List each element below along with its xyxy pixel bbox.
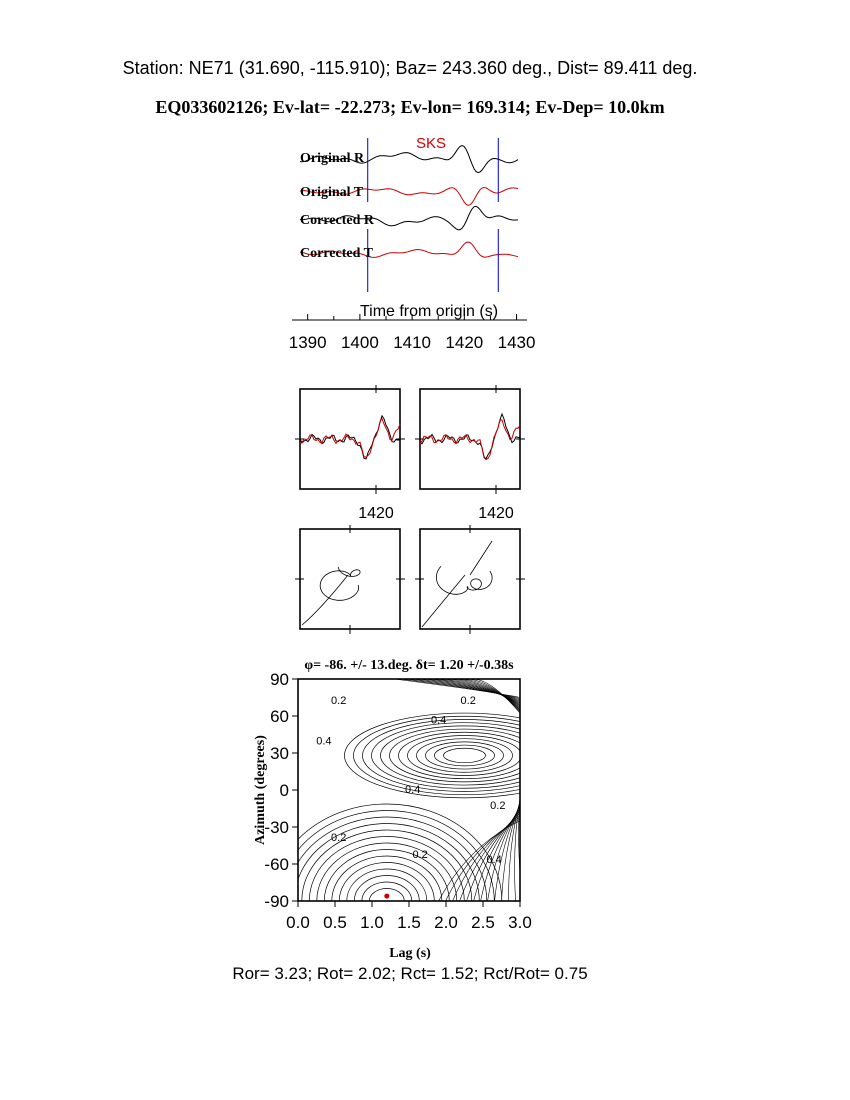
trace-label: Original T [300, 185, 364, 200]
contour-value-label: 0.2 [331, 694, 347, 707]
azimuth-tick-label: -30 [264, 818, 289, 837]
time-tick-label: 1410 [393, 333, 432, 352]
lag-tick-label: 1.0 [360, 913, 384, 932]
waveform-black [300, 416, 400, 459]
contour-value-label: 0.4 [405, 783, 421, 796]
azimuth-axis-title: Azimuth (degrees) [253, 735, 268, 845]
contour-line [520, 795, 530, 901]
time-tick-label: 1390 [288, 333, 327, 352]
particle-motion-corrected-path [422, 541, 492, 627]
lag-tick-label: 0.5 [323, 913, 347, 932]
time-tick-label: 1430 [497, 333, 536, 352]
lag-axis-title: Lag (s) [389, 946, 431, 961]
azimuth-tick-label: -60 [264, 855, 289, 874]
particle-motion-original-path [302, 567, 360, 625]
contour-line [444, 748, 486, 762]
waveform-tick-left: 1420 [358, 505, 394, 522]
contour-line [399, 732, 531, 778]
contour-line [426, 742, 504, 769]
phase-label: SKS [415, 135, 447, 152]
station-info: Station: NE71 (31.690, -115.910); Baz= 243.360 deg., Dist= 89.411 deg. [122, 58, 698, 78]
waveform-tick-right: 1420 [478, 505, 514, 522]
contour-title: φ= -86. +/- 13.deg. δt= 1.20 +/-0.38s [304, 658, 514, 673]
event-info: EQ033602126; Ev-lat= -22.273; Ev-lon= 169.314; Ev-Dep= 10.0km [155, 97, 665, 117]
trace-panel [289, 135, 536, 352]
azimuth-tick-label: 60 [270, 707, 289, 726]
azimuth-tick-label: 0 [279, 781, 289, 800]
contour-value-label: 0.2 [460, 694, 476, 707]
best-fit-marker [384, 894, 389, 899]
contour-line [363, 719, 567, 791]
contour-value-label: 0.2 [490, 799, 506, 812]
time-tick-label: 1420 [445, 333, 484, 352]
ratio-summary: Ror= 3.23; Rot= 2.02; Rct= 1.52; Rct/Rot= 0.75 [232, 964, 588, 983]
contour-value-label: 0.4 [486, 854, 502, 867]
energy-contour-panel [253, 658, 585, 998]
trace-label: Corrected T [300, 246, 373, 261]
contour-line [381, 726, 549, 785]
azimuth-tick-label: 30 [270, 744, 289, 763]
waveform-panels [295, 385, 525, 522]
particle-motion-panels [295, 525, 525, 634]
lag-tick-label: 3.0 [508, 913, 532, 932]
azimuth-tick-label: 90 [270, 670, 289, 689]
lag-tick-label: 2.0 [434, 913, 458, 932]
lag-tick-label: 1.5 [397, 913, 421, 932]
contour-value-label: 0.4 [316, 735, 332, 748]
lag-tick-label: 0.0 [286, 913, 310, 932]
trace-label: Corrected R [300, 213, 374, 228]
contour-value-label: 0.2 [412, 849, 428, 862]
contour-value-label: 0.2 [331, 831, 347, 844]
contour-line [408, 735, 522, 775]
contour-line [417, 739, 513, 773]
time-axis-title: Time from origin (s) [359, 303, 499, 320]
waveform-black [420, 414, 520, 459]
particle-motion-original [300, 529, 400, 629]
lag-tick-label: 2.5 [471, 913, 495, 932]
contour-line [439, 821, 520, 901]
contour-value-label: 0.4 [430, 714, 447, 727]
time-tick-label: 1400 [340, 333, 379, 352]
trace-label: Original R [300, 151, 365, 166]
contour-line [390, 729, 540, 782]
particle-motion-corrected [420, 529, 520, 629]
contour-line [354, 716, 576, 794]
azimuth-tick-label: -90 [264, 892, 289, 911]
